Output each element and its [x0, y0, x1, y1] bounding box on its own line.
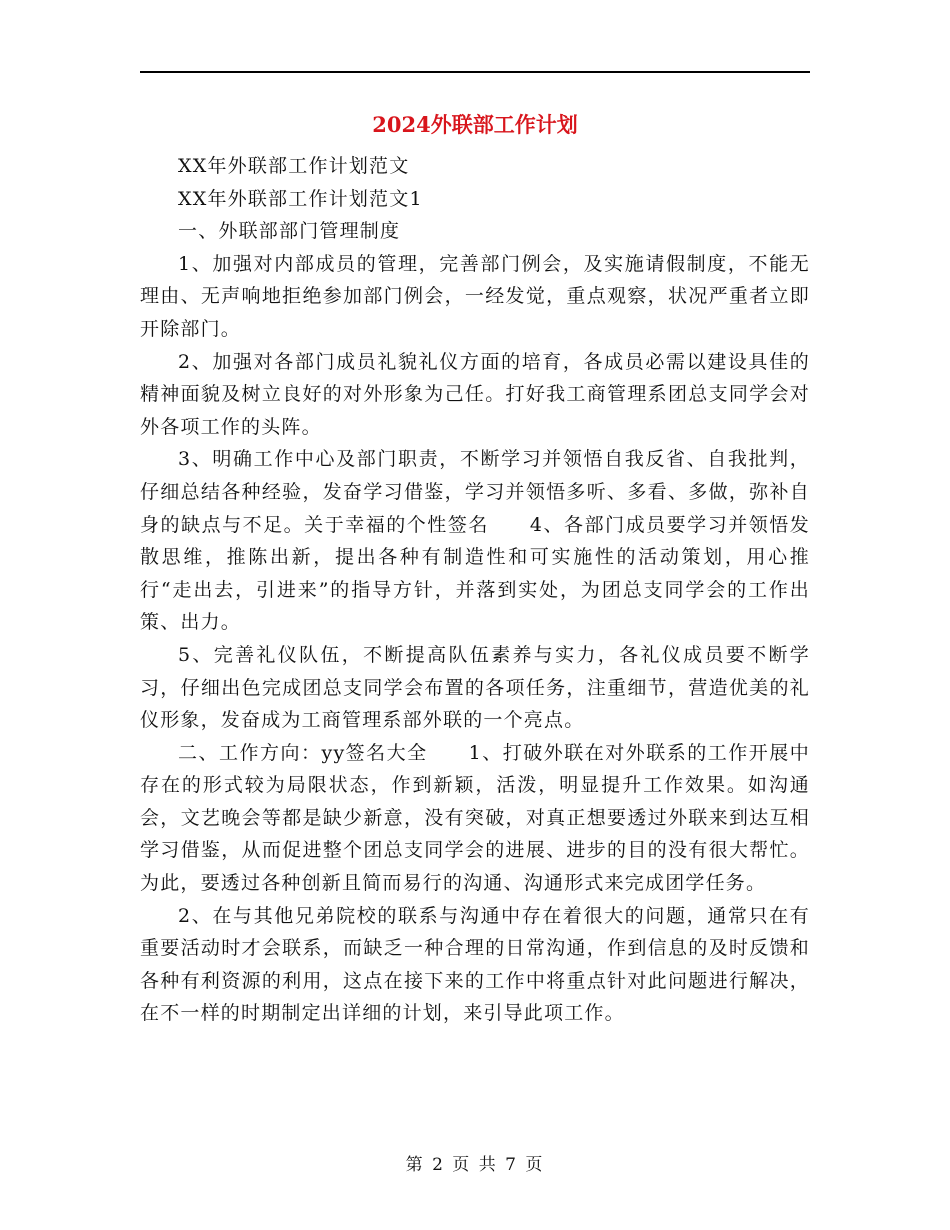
paragraph-subtitle-1: XX年外联部工作计划范文1 — [178, 187, 423, 210]
section-heading-1: 一、外联部部门管理制度 — [178, 220, 401, 243]
paragraph: 3、明确工作中心及部门职责，不断学习并领悟自我反省、自我批判，仔细总结各种经验，发奋学习借鉴，学习并领悟多听、多看、多做，弥补自身的缺点与不足。关于幸福的个性签名 4、各部门成员要学习并领悟发散思维，推陈出新，提出各种有制造性和可实施性的活动策划，用心推行“走出去，引进来”的指导方针，并落到实处，为团总支同学会的工作出策、出力。 — [140, 448, 810, 634]
paragraph: 5、完善礼仪队伍，不断提高队伍素养与实力，各礼仪成员要不断学习，仔细出色完成团总支同学会布置的各项任务，注重细节，营造优美的礼仪形象，发奋成为工商管理系部外联的一个亮点。 — [140, 643, 810, 732]
document-title: 2024外联部工作计划 — [372, 112, 578, 137]
page-footer: 第 2 页 共 7 页 — [405, 1155, 545, 1175]
paragraph: 1、加强对内部成员的管理，完善部门例会，及实施请假制度，不能无理由、无声响地拒绝参加部门例会，一经发觉，重点观察，状况严重者立即开除部门。 — [140, 252, 810, 340]
paragraph: 二、工作方向：yy签名大全 1、打破外联在对外联系的工作开展中存在的形式较为局限状态，作到新颖，活泼，明显提升工作效果。如沟通会，文艺晚会等都是缺少新意，没有突破，对真正想要透过外联来到达互相学习借鉴，从而促进整个团总支同学会的进展、进步的目的没有很大帮忙。为此，要透过各种创新且简而易行的沟通、沟通形式来完成团学任务。 — [140, 741, 810, 895]
paragraph: 2、加强对各部门成员礼貌礼仪方面的培育，各成员必需以建设具佳的精神面貌及树立良好的对外形象为己任。打好我工商管理系团总支同学会对外各项工作的头阵。 — [140, 350, 810, 438]
header-rule — [140, 71, 810, 73]
paragraph: 2、在与其他兄弟院校的联系与沟通中存在着很大的问题，通常只在有重要活动时才会联系，而缺乏一种合理的日常沟通，作到信息的及时反馈和各种有利资源的利用，这点在接下来的工作中将重点针对此问题进行解决，在不一样的时期制定出详细的计划，来引导此项工作。 — [140, 904, 810, 1025]
paragraph-subtitle: XX年外联部工作计划范文 — [178, 155, 410, 177]
document-body — [140, 150, 810, 1030]
